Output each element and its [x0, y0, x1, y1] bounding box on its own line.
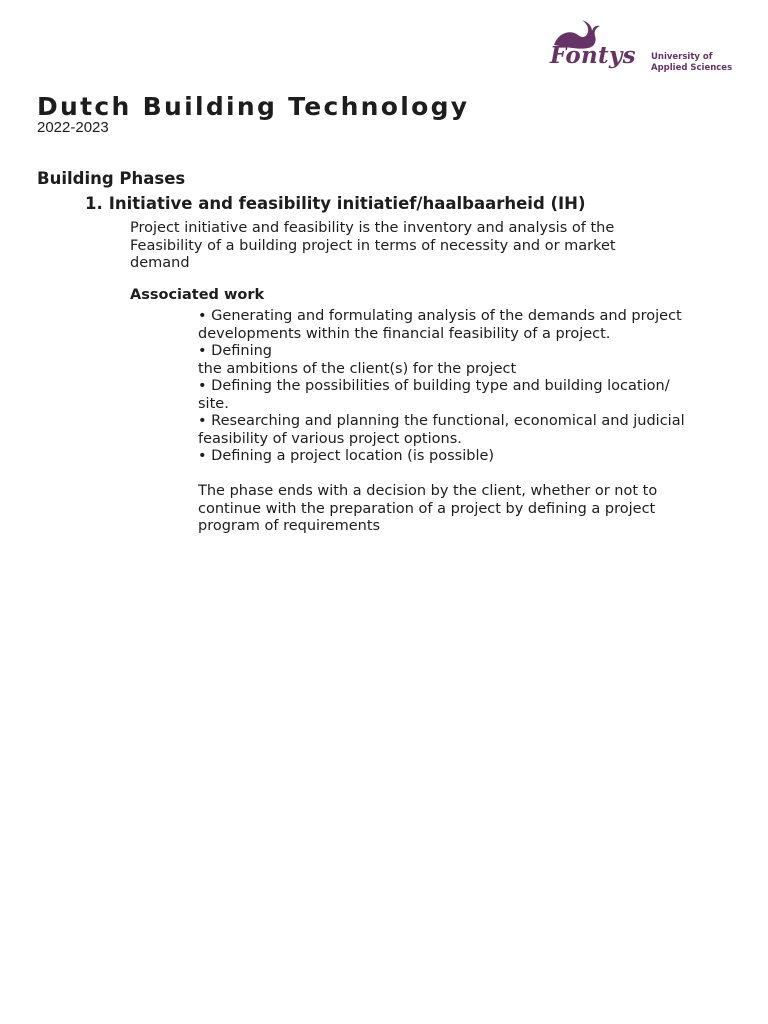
list-item-line: developments within the financial feasibility of a project.: [198, 325, 611, 342]
intro-line: Project initiative and feasibility is the inventory and analysis of the: [130, 220, 615, 236]
list-item-line: the ambitions of the client(s) for the project: [198, 360, 517, 377]
list-item-line: site.: [198, 395, 229, 412]
list-item: [198, 378, 738, 413]
closing-line: The phase ends with a decision by the client, whether or not to: [198, 483, 658, 499]
closing-line: program of requirements: [198, 518, 381, 534]
list-item-line: • Researching and planning the functional, economical and judicial: [198, 413, 685, 429]
intro-line: demand: [130, 255, 190, 271]
logo-wordmark: Fontys: [550, 42, 636, 69]
intro-line: Feasibility of a building project in terms of necessity and or market: [130, 237, 616, 254]
list-item-line: • Defining: [198, 343, 272, 359]
logo-tagline: [651, 52, 732, 74]
list-item: [198, 343, 738, 378]
list-item: [198, 413, 738, 448]
logo-tagline-line: University of: [651, 52, 713, 62]
phase-closing: [198, 483, 738, 536]
list-item-line: • Defining the possibilities of building type and building location/: [198, 378, 670, 394]
associated-work-list: [198, 308, 738, 466]
list-item: [198, 448, 738, 466]
phase-title: Initiative and feasibility initiatief/haalbaarheid (IH): [108, 194, 586, 213]
phase-number: 1.: [85, 194, 103, 213]
phase-heading: [85, 193, 586, 215]
closing-line: continue with the preparation of a project by defining a project: [198, 500, 656, 517]
list-item-line: • Generating and formulating analysis of the demands and project: [198, 308, 682, 324]
associated-work-title: Associated work: [130, 287, 265, 303]
list-item: [198, 308, 738, 343]
document-title: Dutch Building Technology: [37, 92, 470, 121]
fontys-logo: [548, 18, 748, 78]
logo-tagline-line: Applied Sciences: [651, 63, 733, 73]
list-item-line: • Defining a project location (is possible): [198, 448, 495, 464]
phase-intro: [130, 220, 690, 273]
list-item-line: feasibility of various project options.: [198, 430, 462, 447]
section-title: Building Phases: [37, 169, 186, 188]
document-year: 2022-2023: [37, 119, 109, 136]
